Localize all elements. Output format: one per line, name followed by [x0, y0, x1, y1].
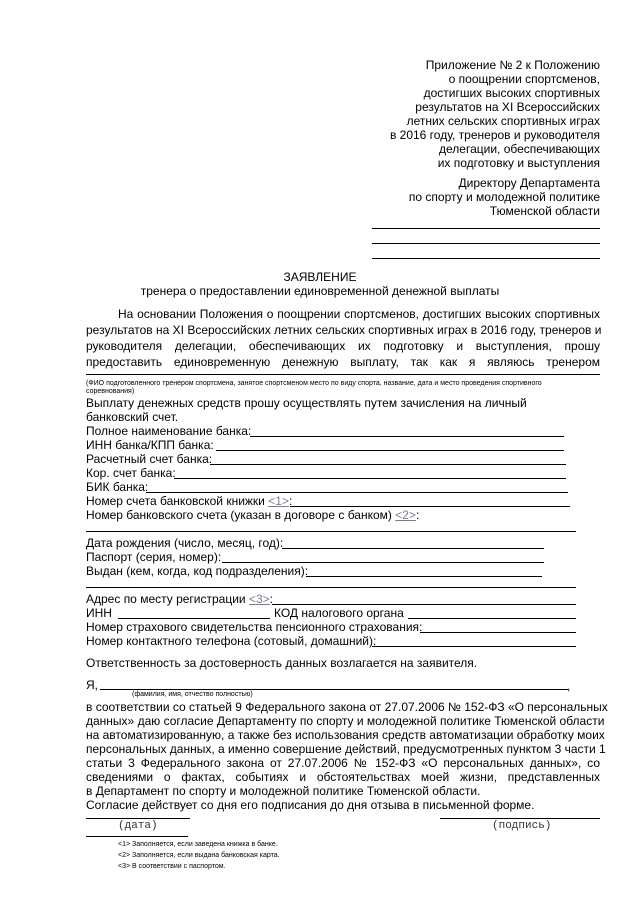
issued-label: Выдан (кем, когда, код подразделения):: [86, 564, 309, 578]
appendix-line: их подготовку и выступления: [437, 156, 600, 170]
phone-field[interactable]: [372, 646, 576, 647]
bik-label: БИК банка:: [86, 480, 149, 494]
consent-line: статьи 3 Федерального закона от 27.07.2006 № 152-ФЗ «О персональных данных», со: [86, 756, 600, 770]
bik-field[interactable]: [146, 492, 568, 493]
address-field[interactable]: [272, 604, 576, 605]
applicant-line[interactable]: [372, 228, 600, 229]
inn-kpp-field[interactable]: [216, 450, 564, 451]
tax-code-field[interactable]: [408, 618, 576, 619]
appendix-line: достигших высоких спортивных: [423, 86, 600, 100]
bank-book-colon: :: [288, 494, 293, 508]
consent-line: персональных данных, а именно совершение действий, предусмотренных пунктом 3 части 1: [86, 742, 606, 756]
appendix-line: в 2016 году, тренеров и руководителя: [389, 128, 600, 142]
document-title: ЗАЯВЛЕНИЕ: [283, 270, 357, 284]
intro-line: руководителя делегации, обеспечивающих их подготовку и выступления, прошу: [86, 339, 600, 353]
issued-field-extra[interactable]: [86, 587, 576, 588]
footnote-separator: [86, 836, 188, 837]
appendix-line: летних сельских спортивных играх: [406, 114, 600, 128]
corr-account-label: Кор. счет банка:: [86, 466, 176, 480]
inn-kpp-label: ИНН банка/КПП банка:: [86, 438, 214, 452]
footnote-ref-link[interactable]: <2>: [395, 508, 416, 522]
responsibility-text: Ответственность за достоверность данных возлагается на заявителя.: [86, 656, 478, 670]
consent-line: данных» даю согласие Департаменту по спорту и молодежной политике Тюменской области: [86, 714, 605, 728]
consent-line: в Департамент по спорту и молодежной политике Тюменской области.: [86, 784, 481, 798]
fio-comma: ,: [567, 679, 571, 693]
athlete-info-note: соревнования): [86, 388, 135, 395]
bank-account-field[interactable]: [86, 531, 576, 532]
bank-book-field[interactable]: [290, 506, 570, 507]
footnote-ref-link[interactable]: <3>: [248, 592, 270, 606]
intro-line: предоставить единовременную денежную выплату, так как я являюсь тренером: [86, 355, 600, 369]
applicant-line[interactable]: [372, 243, 600, 244]
appendix-line: о поощрении спортсменов,: [448, 72, 600, 86]
bank-name-label: Полное наименование банка:: [86, 424, 252, 438]
payment-line: Выплату денежных средств прошу осуществлять путем зачисления на личный: [86, 396, 527, 410]
birth-date-label: Дата рождения (число, месяц, год):: [86, 536, 284, 550]
snils-label: Номер страхового свидетельства пенсионного страхования:: [86, 620, 423, 634]
inn-label: ИНН: [86, 606, 112, 620]
athlete-info-note: (ФИО подготовленного тренером спортсмена, занятое спортсменом место по виду спорта, название, дата и место проведения спортивного: [86, 380, 542, 387]
consent-validity: Согласие действует со дня его подписания до дня отзыва в письменной форме.: [86, 798, 535, 812]
bank-name-field[interactable]: [250, 436, 564, 437]
inn-field[interactable]: [118, 618, 270, 619]
bank-account-label: [86, 508, 419, 522]
passport-field[interactable]: [222, 562, 544, 563]
signature-field[interactable]: [440, 818, 600, 819]
appendix-line: результатов на XI Всероссийских: [415, 100, 600, 114]
phone-label: Номер контактного телефона (сотовый, домашний):: [86, 634, 377, 648]
footnote: <3> В соответствии с паспортом.: [118, 863, 226, 870]
signature-caption: (подпись): [492, 820, 552, 832]
footnote-ref-link[interactable]: <1>: [268, 494, 289, 508]
address-colon: :: [269, 592, 274, 606]
fio-note: (фамилия, имя, отчество полностью): [132, 691, 253, 698]
account-label: Расчетный счет банка:: [86, 452, 213, 466]
document-subtitle: тренера о предоставлении единовременной денежной выплаты: [140, 284, 500, 298]
consent-line: сведениями о фактах, событиях и обстоятельствах моей жизни, представленных: [86, 770, 600, 784]
footnote: <2> Заполняется, если выдана банковская карта.: [118, 852, 280, 859]
bank-book-text: Номер счета банковской книжки: [86, 494, 269, 508]
snils-field[interactable]: [420, 632, 576, 633]
account-field[interactable]: [210, 464, 566, 465]
consent-line: в соответствии со статьей 9 Федерального закона от 27.07.2006 № 152-ФЗ «О персональных: [86, 700, 608, 714]
corr-account-field[interactable]: [174, 478, 566, 479]
athlete-info-line[interactable]: [86, 374, 600, 375]
bank-book-label: [86, 494, 292, 508]
consent-line: на автоматизированную, а также без использования средств автоматизации обработку моих: [86, 728, 605, 742]
appendix-line: делегации, обеспечивающих: [439, 142, 600, 156]
footnote: <1> Заполняется, если заведена книжка в банке.: [118, 841, 278, 848]
address-text: Адрес по месту регистрации: [86, 592, 249, 606]
intro-line: На основании Положения о поощрении спортсменов, достигших высоких спортивных: [118, 307, 600, 321]
tax-code-label: КОД налогового органа: [274, 606, 404, 620]
addressee-line: Тюменской области: [489, 204, 600, 218]
address-label: [86, 592, 273, 606]
bank-account-colon: :: [415, 508, 420, 522]
issued-field[interactable]: [306, 576, 542, 577]
intro-line: результатов на XI Всероссийских летних сельских спортивных играх в 2016 году, тренеров и: [86, 323, 602, 337]
birth-date-field[interactable]: [282, 548, 544, 549]
appendix-line: Приложение № 2 к Положению: [425, 58, 600, 72]
addressee-line: Директору Департамента: [458, 176, 600, 190]
payment-line: банковский счет.: [86, 410, 179, 424]
consent-ya: Я,: [86, 678, 98, 692]
date-caption: (дата): [118, 820, 158, 832]
addressee-line: по спорту и молодежной политике: [408, 190, 600, 204]
date-field[interactable]: [86, 818, 190, 819]
bank-account-text: Номер банковского счета (указан в договоре с банком): [86, 508, 396, 522]
passport-label: Паспорт (серия, номер):: [86, 550, 222, 564]
applicant-line[interactable]: [372, 258, 600, 259]
